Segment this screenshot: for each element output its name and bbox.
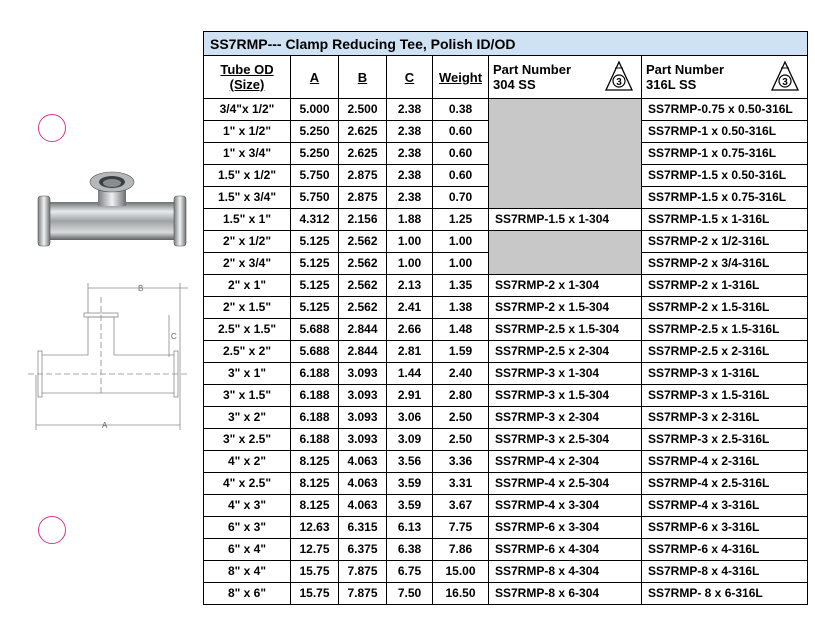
part-number-316-cell: SS7RMP-2 x 1-316L bbox=[642, 275, 808, 297]
weight-cell: 16.50 bbox=[433, 583, 489, 605]
weight-cell: 3.67 bbox=[433, 495, 489, 517]
dim-b-cell: 2.844 bbox=[339, 341, 387, 363]
dim-b-cell: 2.562 bbox=[339, 297, 387, 319]
part-number-304-cell: SS7RMP-2 x 1-304 bbox=[489, 275, 642, 297]
table-row bbox=[204, 319, 808, 341]
table-row bbox=[204, 583, 808, 605]
dim-c-cell: 2.38 bbox=[387, 165, 433, 187]
header-304-line2: 304 SS bbox=[493, 77, 536, 92]
tube-od-cell: 8" x 6" bbox=[204, 583, 291, 605]
tube-od-cell: 2" x 1" bbox=[204, 275, 291, 297]
weight-cell: 3.31 bbox=[433, 473, 489, 495]
dim-a-cell: 5.125 bbox=[291, 297, 339, 319]
dim-a-cell: 5.688 bbox=[291, 341, 339, 363]
dim-a-cell: 6.188 bbox=[291, 429, 339, 451]
tube-od-cell: 3" x 2.5" bbox=[204, 429, 291, 451]
header-weight: Weight bbox=[433, 56, 489, 99]
part-number-304-cell: SS7RMP-2 x 1.5-304 bbox=[489, 297, 642, 319]
weight-cell: 0.60 bbox=[433, 165, 489, 187]
weight-cell: 1.00 bbox=[433, 253, 489, 275]
tube-od-cell: 4" x 2" bbox=[204, 451, 291, 473]
spec-table-body bbox=[204, 99, 808, 605]
dim-b-cell: 2.625 bbox=[339, 143, 387, 165]
weight-cell: 0.60 bbox=[433, 121, 489, 143]
binder-hole-top bbox=[38, 114, 66, 142]
dim-a-cell: 6.188 bbox=[291, 385, 339, 407]
dim-b-cell: 7.875 bbox=[339, 583, 387, 605]
header-tube-od-line1: Tube OD bbox=[220, 62, 274, 77]
weight-cell: 3.36 bbox=[433, 451, 489, 473]
dim-c-cell: 3.56 bbox=[387, 451, 433, 473]
dim-b-cell: 6.375 bbox=[339, 539, 387, 561]
header-a: A bbox=[291, 56, 339, 99]
tube-od-cell: 3/4"x 1/2" bbox=[204, 99, 291, 121]
weight-cell: 1.38 bbox=[433, 297, 489, 319]
dim-c-cell: 1.00 bbox=[387, 253, 433, 275]
dimension-label-a: A bbox=[102, 421, 108, 430]
header-316-line1: Part Number bbox=[646, 62, 725, 77]
dim-a-cell: 15.75 bbox=[291, 561, 339, 583]
table-row bbox=[204, 231, 808, 253]
part-number-316-cell: SS7RMP-3 x 2.5-316L bbox=[642, 429, 808, 451]
part-number-316-cell: SS7RMP-1.5 x 1-316L bbox=[642, 209, 808, 231]
weight-cell: 1.48 bbox=[433, 319, 489, 341]
part-number-304-cell: SS7RMP-8 x 4-304 bbox=[489, 561, 642, 583]
tube-od-cell: 2" x 3/4" bbox=[204, 253, 291, 275]
dim-a-cell: 5.750 bbox=[291, 187, 339, 209]
svg-text:3: 3 bbox=[782, 77, 788, 88]
tube-od-cell: 2" x 1/2" bbox=[204, 231, 291, 253]
table-row bbox=[204, 495, 808, 517]
part-number-316-cell: SS7RMP-2 x 1/2-316L bbox=[642, 231, 808, 253]
dim-c-cell: 2.38 bbox=[387, 187, 433, 209]
table-title: SS7RMP--- Clamp Reducing Tee, Polish ID/OD bbox=[204, 32, 808, 56]
dim-a-cell: 5.688 bbox=[291, 319, 339, 341]
part-number-304-cell: SS7RMP-4 x 3-304 bbox=[489, 495, 642, 517]
dim-c-cell: 3.06 bbox=[387, 407, 433, 429]
tube-od-cell: 1" x 1/2" bbox=[204, 121, 291, 143]
3a-sanitary-logo-icon bbox=[769, 60, 801, 92]
dim-b-cell: 4.063 bbox=[339, 495, 387, 517]
unavailable-304-cell bbox=[489, 99, 642, 209]
dim-c-cell: 1.44 bbox=[387, 363, 433, 385]
header-316-line2: 316L SS bbox=[646, 77, 697, 92]
dim-b-cell: 7.875 bbox=[339, 561, 387, 583]
tube-od-cell: 3" x 2" bbox=[204, 407, 291, 429]
part-number-316-cell: SS7RMP-2.5 x 1.5-316L bbox=[642, 319, 808, 341]
weight-cell: 1.25 bbox=[433, 209, 489, 231]
dim-c-cell: 7.50 bbox=[387, 583, 433, 605]
part-number-316-cell: SS7RMP-3 x 1.5-316L bbox=[642, 385, 808, 407]
weight-cell: 2.40 bbox=[433, 363, 489, 385]
dim-c-cell: 2.66 bbox=[387, 319, 433, 341]
tube-od-cell: 2.5" x 1.5" bbox=[204, 319, 291, 341]
dim-b-cell: 3.093 bbox=[339, 429, 387, 451]
part-number-316-cell: SS7RMP-1 x 0.50-316L bbox=[642, 121, 808, 143]
dim-a-cell: 5.250 bbox=[291, 121, 339, 143]
dim-b-cell: 2.562 bbox=[339, 231, 387, 253]
tube-od-cell: 3" x 1" bbox=[204, 363, 291, 385]
part-number-304-cell: SS7RMP-3 x 1.5-304 bbox=[489, 385, 642, 407]
part-number-316-cell: SS7RMP-3 x 2-316L bbox=[642, 407, 808, 429]
weight-cell: 2.50 bbox=[433, 407, 489, 429]
dim-c-cell: 2.81 bbox=[387, 341, 433, 363]
table-row bbox=[204, 363, 808, 385]
dim-a-cell: 15.75 bbox=[291, 583, 339, 605]
svg-text:3: 3 bbox=[616, 77, 622, 88]
unavailable-304-cell bbox=[489, 231, 642, 275]
part-number-304-cell: SS7RMP-6 x 4-304 bbox=[489, 539, 642, 561]
dim-b-cell: 4.063 bbox=[339, 473, 387, 495]
dim-c-cell: 6.38 bbox=[387, 539, 433, 561]
tube-od-cell: 6" x 4" bbox=[204, 539, 291, 561]
tee-product-photo bbox=[34, 170, 190, 265]
part-number-316-cell: SS7RMP-6 x 4-316L bbox=[642, 539, 808, 561]
part-number-304-cell: SS7RMP-1.5 x 1-304 bbox=[489, 209, 642, 231]
dimension-label-c: C bbox=[171, 332, 177, 341]
dim-b-cell: 2.156 bbox=[339, 209, 387, 231]
part-number-316-cell: SS7RMP-4 x 3-316L bbox=[642, 495, 808, 517]
table-row bbox=[204, 209, 808, 231]
part-number-316-cell: SS7RMP-1 x 0.75-316L bbox=[642, 143, 808, 165]
weight-cell: 7.86 bbox=[433, 539, 489, 561]
dim-c-cell: 2.38 bbox=[387, 121, 433, 143]
table-row bbox=[204, 517, 808, 539]
dim-a-cell: 6.188 bbox=[291, 407, 339, 429]
dim-b-cell: 2.844 bbox=[339, 319, 387, 341]
header-c: C bbox=[387, 56, 433, 99]
weight-cell: 15.00 bbox=[433, 561, 489, 583]
header-part-number-304 bbox=[489, 56, 642, 99]
weight-cell: 0.38 bbox=[433, 99, 489, 121]
table-row bbox=[204, 407, 808, 429]
tube-od-cell: 8" x 4" bbox=[204, 561, 291, 583]
weight-cell: 1.00 bbox=[433, 231, 489, 253]
dim-a-cell: 6.188 bbox=[291, 363, 339, 385]
part-number-304-cell: SS7RMP-2.5 x 1.5-304 bbox=[489, 319, 642, 341]
tube-od-cell: 1.5" x 1" bbox=[204, 209, 291, 231]
dim-c-cell: 2.38 bbox=[387, 99, 433, 121]
header-tube-od-line2: (Size) bbox=[229, 77, 265, 92]
dim-c-cell: 2.41 bbox=[387, 297, 433, 319]
dim-a-cell: 8.125 bbox=[291, 495, 339, 517]
dim-a-cell: 8.125 bbox=[291, 451, 339, 473]
dim-b-cell: 3.093 bbox=[339, 407, 387, 429]
header-304-line1: Part Number bbox=[493, 62, 572, 77]
dim-c-cell: 3.59 bbox=[387, 495, 433, 517]
table-row bbox=[204, 539, 808, 561]
part-number-304-cell: SS7RMP-4 x 2.5-304 bbox=[489, 473, 642, 495]
tube-od-cell: 4" x 3" bbox=[204, 495, 291, 517]
dim-b-cell: 3.093 bbox=[339, 363, 387, 385]
header-part-number-316 bbox=[642, 56, 808, 99]
dim-c-cell: 3.59 bbox=[387, 473, 433, 495]
dim-b-cell: 2.875 bbox=[339, 187, 387, 209]
weight-cell: 2.50 bbox=[433, 429, 489, 451]
dim-c-cell: 2.91 bbox=[387, 385, 433, 407]
dim-b-cell: 6.315 bbox=[339, 517, 387, 539]
weight-cell: 2.80 bbox=[433, 385, 489, 407]
dim-b-cell: 3.093 bbox=[339, 385, 387, 407]
table-row bbox=[204, 297, 808, 319]
dim-c-cell: 6.13 bbox=[387, 517, 433, 539]
part-number-316-cell: SS7RMP-2 x 3/4-316L bbox=[642, 253, 808, 275]
tube-od-cell: 1" x 3/4" bbox=[204, 143, 291, 165]
header-tube-od bbox=[204, 56, 291, 99]
table-row bbox=[204, 99, 808, 121]
dimension-label-b: B bbox=[138, 284, 144, 293]
part-number-316-cell: SS7RMP-8 x 4-316L bbox=[642, 561, 808, 583]
part-number-316-cell: SS7RMP-1.5 x 0.75-316L bbox=[642, 187, 808, 209]
weight-cell: 0.60 bbox=[433, 143, 489, 165]
dim-a-cell: 5.750 bbox=[291, 165, 339, 187]
tube-od-cell: 1.5" x 1/2" bbox=[204, 165, 291, 187]
part-number-304-cell: SS7RMP-3 x 1-304 bbox=[489, 363, 642, 385]
dim-c-cell: 2.13 bbox=[387, 275, 433, 297]
dim-a-cell: 8.125 bbox=[291, 473, 339, 495]
tube-od-cell: 2.5" x 2" bbox=[204, 341, 291, 363]
part-number-316-cell: SS7RMP-3 x 1-316L bbox=[642, 363, 808, 385]
tube-od-cell: 1.5" x 3/4" bbox=[204, 187, 291, 209]
table-row bbox=[204, 385, 808, 407]
binder-hole-bottom bbox=[38, 516, 66, 544]
part-number-316-cell: SS7RMP-6 x 3-316L bbox=[642, 517, 808, 539]
dim-a-cell: 5.000 bbox=[291, 99, 339, 121]
part-number-316-cell: SS7RMP-2 x 1.5-316L bbox=[642, 297, 808, 319]
dim-a-cell: 5.125 bbox=[291, 253, 339, 275]
part-number-316-cell: SS7RMP-1.5 x 0.50-316L bbox=[642, 165, 808, 187]
dim-c-cell: 1.88 bbox=[387, 209, 433, 231]
tube-od-cell: 4" x 2.5" bbox=[204, 473, 291, 495]
dim-b-cell: 2.500 bbox=[339, 99, 387, 121]
3a-sanitary-logo-icon bbox=[603, 60, 635, 92]
part-number-316-cell: SS7RMP-4 x 2.5-316L bbox=[642, 473, 808, 495]
tube-od-cell: 3" x 1.5" bbox=[204, 385, 291, 407]
dim-c-cell: 3.09 bbox=[387, 429, 433, 451]
part-number-316-cell: SS7RMP- 8 x 6-316L bbox=[642, 583, 808, 605]
table-row bbox=[204, 561, 808, 583]
part-number-304-cell: SS7RMP-8 x 6-304 bbox=[489, 583, 642, 605]
dim-c-cell: 1.00 bbox=[387, 231, 433, 253]
table-row bbox=[204, 429, 808, 451]
tube-od-cell: 2" x 1.5" bbox=[204, 297, 291, 319]
part-number-316-cell: SS7RMP-4 x 2-316L bbox=[642, 451, 808, 473]
weight-cell: 1.35 bbox=[433, 275, 489, 297]
dim-a-cell: 5.125 bbox=[291, 275, 339, 297]
dim-b-cell: 2.875 bbox=[339, 165, 387, 187]
part-number-316-cell: SS7RMP-0.75 x 0.50-316L bbox=[642, 99, 808, 121]
part-number-304-cell: SS7RMP-4 x 2-304 bbox=[489, 451, 642, 473]
dim-b-cell: 2.562 bbox=[339, 275, 387, 297]
spec-table bbox=[203, 31, 808, 605]
part-number-304-cell: SS7RMP-3 x 2-304 bbox=[489, 407, 642, 429]
tee-dimension-drawing bbox=[28, 275, 188, 435]
dim-b-cell: 4.063 bbox=[339, 451, 387, 473]
table-row bbox=[204, 275, 808, 297]
dim-a-cell: 12.75 bbox=[291, 539, 339, 561]
part-number-304-cell: SS7RMP-2.5 x 2-304 bbox=[489, 341, 642, 363]
weight-cell: 0.70 bbox=[433, 187, 489, 209]
part-number-304-cell: SS7RMP-6 x 3-304 bbox=[489, 517, 642, 539]
dim-c-cell: 6.75 bbox=[387, 561, 433, 583]
dim-a-cell: 5.125 bbox=[291, 231, 339, 253]
table-row bbox=[204, 341, 808, 363]
dim-a-cell: 5.250 bbox=[291, 143, 339, 165]
table-row bbox=[204, 473, 808, 495]
weight-cell: 7.75 bbox=[433, 517, 489, 539]
tube-od-cell: 6" x 3" bbox=[204, 517, 291, 539]
table-row bbox=[204, 451, 808, 473]
part-number-304-cell: SS7RMP-3 x 2.5-304 bbox=[489, 429, 642, 451]
dim-a-cell: 12.63 bbox=[291, 517, 339, 539]
weight-cell: 1.59 bbox=[433, 341, 489, 363]
dim-b-cell: 2.562 bbox=[339, 253, 387, 275]
dim-b-cell: 2.625 bbox=[339, 121, 387, 143]
dim-c-cell: 2.38 bbox=[387, 143, 433, 165]
part-number-316-cell: SS7RMP-2.5 x 2-316L bbox=[642, 341, 808, 363]
header-b: B bbox=[339, 56, 387, 99]
dim-a-cell: 4.312 bbox=[291, 209, 339, 231]
